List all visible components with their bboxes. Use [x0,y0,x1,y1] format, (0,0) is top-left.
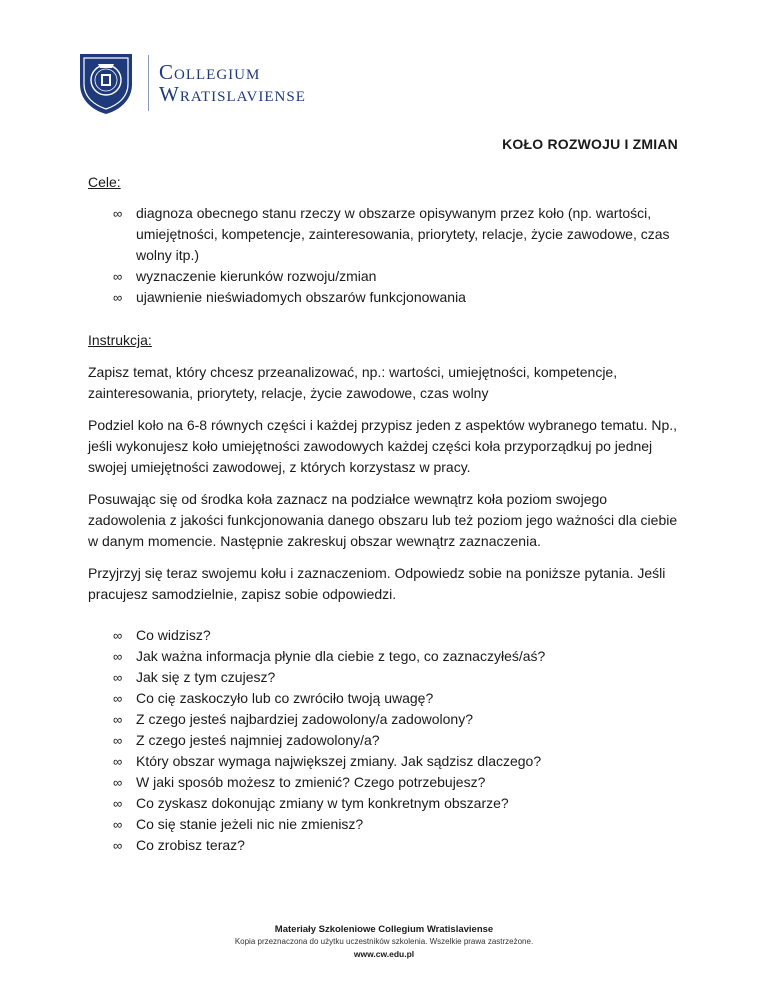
infinity-bullet-icon: ∞ [113,290,123,305]
footer-copyright: Kopia przeznaczona do użytku uczestników szkolenia. Wszelkie prawa zastrzeżone. [234,937,534,946]
crest-icon [76,50,136,116]
logo-wordmark [159,61,306,105]
infinity-bullet-icon: ∞ [113,712,123,727]
infinity-bullet-icon: ∞ [113,670,123,685]
logo-line1: Collegium [159,60,261,84]
goals-list [88,203,688,308]
list-item: ∞ Co widzisz? [88,625,688,646]
list-item: ∞ Który obszar wymaga największej zmiany. Jak sądzisz dlaczego? [88,751,688,772]
list-item: ∞ diagnoza obecnego stanu rzeczy w obszarze opisywanym przez koło (np. wartości, umiejętności, kompetencje, zainteresowania, priorytety, relacje, życie zawodowe, czas wolny itp.) [113,205,670,263]
content [88,172,688,856]
list-item: ∞ Jak ważna informacja płynie dla ciebie z tego, co zaznaczyłeś/aś? [88,646,688,667]
infinity-bullet-icon: ∞ [113,796,123,811]
goals-label: Cele: [88,174,121,190]
infinity-bullet-icon: ∞ [113,817,123,832]
list-item: ∞ W jaki sposób możesz to zmienić? Czego potrzebujesz? [88,772,688,793]
instructions-label: Instrukcja: [88,332,152,348]
infinity-bullet-icon: ∞ [113,649,123,664]
footer-title: Materiały Szkoleniowe Collegium Wratislaviense [274,924,494,935]
instruction-paragraph: Posuwając się od środka koła zaznacz na podziałce wewnątrz koła poziom swojego zadowolenia z jakości funkcjonowania danego obszaru lub też poziom jego ważności dla ciebie w danym momencie. Następnie zakreskuj obszar wewnątrz zaznaczenia. [88,491,678,549]
page-title: KOŁO ROZWOJU I ZMIAN [502,136,678,152]
list-item: ∞ Co się stanie jeżeli nic nie zmienisz? [88,814,688,835]
list-item: ∞ wyznaczenie kierunków rozwoju/zmian [88,266,688,287]
infinity-bullet-icon: ∞ [113,628,123,643]
list-item: ∞ ujawnienie nieświadomych obszarów funkcjonowania [88,287,688,308]
list-item: ∞ Co zrobisz teraz? [88,835,688,856]
list-item: ∞ Co zyskasz dokonując zmiany w tym konkretnym obszarze? [88,793,688,814]
instruction-paragraph: Podziel koło na 6-8 równych części i każdej przypisz jeden z aspektów wybranego tematu. Np., jeśli wykonujesz koło umiejętności zawodowych każdej części koła przyporządkuj po jednej swojej umiejętności zawodowej, z których korzystasz w pracy. [88,417,678,475]
infinity-bullet-icon: ∞ [113,206,123,221]
logo [76,50,306,116]
questions-list [88,625,688,856]
list-item: ∞ Z czego jesteś najbardziej zadowolony/a zadowolony? [88,709,688,730]
logo-divider [148,55,149,111]
infinity-bullet-icon: ∞ [113,838,123,853]
footer [0,924,768,960]
instruction-paragraph: Zapisz temat, który chcesz przeanalizować, np.: wartości, umiejętności, kompetencje, zainteresowania, priorytety, relacje, życie zawodowe, czas wolny [88,364,618,401]
footer-website: www.cw.edu.pl [353,949,415,959]
logo-line2: Wratislaviense [159,82,306,106]
infinity-bullet-icon: ∞ [113,691,123,706]
infinity-bullet-icon: ∞ [113,733,123,748]
infinity-bullet-icon: ∞ [113,754,123,769]
list-item: ∞ Jak się z tym czujesz? [88,667,688,688]
infinity-bullet-icon: ∞ [113,775,123,790]
list-item: ∞ Z czego jesteś najmniej zadowolony/a? [88,730,688,751]
instruction-paragraph: Przyjrzyj się teraz swojemu kołu i zaznaczeniom. Odpowiedz sobie na poniższe pytania. Jeśli pracujesz samodzielnie, zapisz sobie odpowiedzi. [88,565,666,602]
infinity-bullet-icon: ∞ [113,269,123,284]
list-item: ∞ Co cię zaskoczyło lub co zwróciło twoją uwagę? [88,688,688,709]
